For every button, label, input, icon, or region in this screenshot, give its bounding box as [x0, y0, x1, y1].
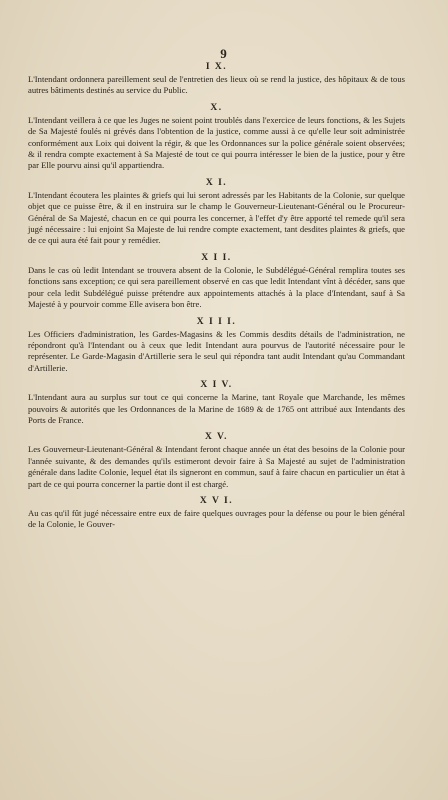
- article-text: Au cas qu'il fût jugé nécessaire entre eux de faire quelques ouvrages pour la défense ou pour le bien général de la Colonie, le Gouver-: [28, 507, 405, 530]
- article-16: [28, 496, 405, 531]
- article-9: [28, 62, 405, 97]
- article-heading: X V.: [204, 432, 229, 443]
- article-11: [28, 178, 405, 247]
- article-heading: X.: [210, 102, 223, 113]
- article-13: [28, 317, 405, 375]
- article-text: L'Intendant ordonnera pareillement seul de l'entretien des lieux où se rend la justice, des hôpitaux & de tous autres bâtiments destinés au service du Public.: [28, 74, 405, 96]
- document-body: [28, 62, 405, 537]
- article-heading: X I V.: [200, 380, 233, 391]
- article-12: [28, 253, 405, 311]
- article-14: [28, 380, 405, 426]
- article-heading: X I I.: [201, 252, 232, 263]
- article-text: Les Officiers d'administration, les Gardes-Magasins & les Commis desdits détails de l'administration, ne répondront qu'à l'Intendant ou à ceux que ledit Intendant aura pourvus de l'autorité nécessaire pour le représenter. Le Garde-Magasin d'Artillerie sera le seul qui répondra tant audit Intendant qu'au Commandant d'Artillerie.: [28, 328, 405, 373]
- article-text: L'Intendant aura au surplus sur tout ce qui concerne la Marine, tant Royale que Marchande, les mêmes pouvoirs & autorités que les Ordonnances de la Marine de 1689 & de 1765 ont attribué aux Intendants des Ports de France.: [28, 392, 405, 425]
- article-10: [28, 103, 405, 172]
- page-number: 9: [220, 46, 228, 61]
- article-heading: X I I I.: [196, 316, 237, 327]
- article-text: L'Intendant veillera à ce que les Juges ne soient point troublés dans l'exercice de leurs fonctions, & les Sujets de Sa Majesté foulés ni grévés dans l'obtention de la justice, comme aussi à ce qu'elle leur soit administrée conformément aux Loix qui doivent la régir, & que les Ordonnances sur la police générale soient observées; & il rendra compte exactement à Sa Majesté de tout ce qui pourra intéresser le bien de la justice, pour y être par Elle pourvu ainsi qu'il appartiendra.: [28, 114, 405, 171]
- article-text: Dans le cas où ledit Intendant se trouvera absent de la Colonie, le Subdélégué-Général remplira toutes ses fonctions sans exception; ce qui sera pareillement observé en cas que ledit Intendant vînt à décéder, sans que pour cela ledit Subdélégué puisse prétendre aux appointements attachés à la place d'Intendant, sauf à Sa Majesté à y pourvoir comme Elle avisera bon être.: [28, 264, 405, 310]
- article-15: [28, 432, 405, 490]
- article-heading: I X.: [205, 62, 228, 72]
- article-text: Les Gouverneur-Lieutenant-Général & Intendant feront chaque année un état des besoins de la Colonie pour l'année suivante, & des demandes qu'ils estimeront devoir faire à Sa Majesté au sujet de l'administration générale dans ladite Colonie, lequel état ils signeront en commun, sauf à faire chacun en particulier un état à part de ce qui pourra concerner la partie dont il est chargé.: [28, 444, 405, 489]
- article-text: L'Intendant écoutera les plaintes & griefs qui lui seront adressés par les Habitants de la Colonie, sur quelque objet que ce puisse être, & il en instruira sur le champ le Gouverneur-Lieutenant-Général ou le Procureur-Général de Sa Majesté, chacun en ce qui pourra les concerner, à l'effet d'y être apporté tel remede qu'il sera jugé nécessaire : lui enjoint Sa Majeste de lui rendre compte exactement, tant desdites plaintes & griefs, que de ce qui aura été fait pour y remédier.: [28, 189, 405, 246]
- article-heading: X I.: [205, 177, 228, 188]
- article-heading: X V I.: [199, 495, 234, 506]
